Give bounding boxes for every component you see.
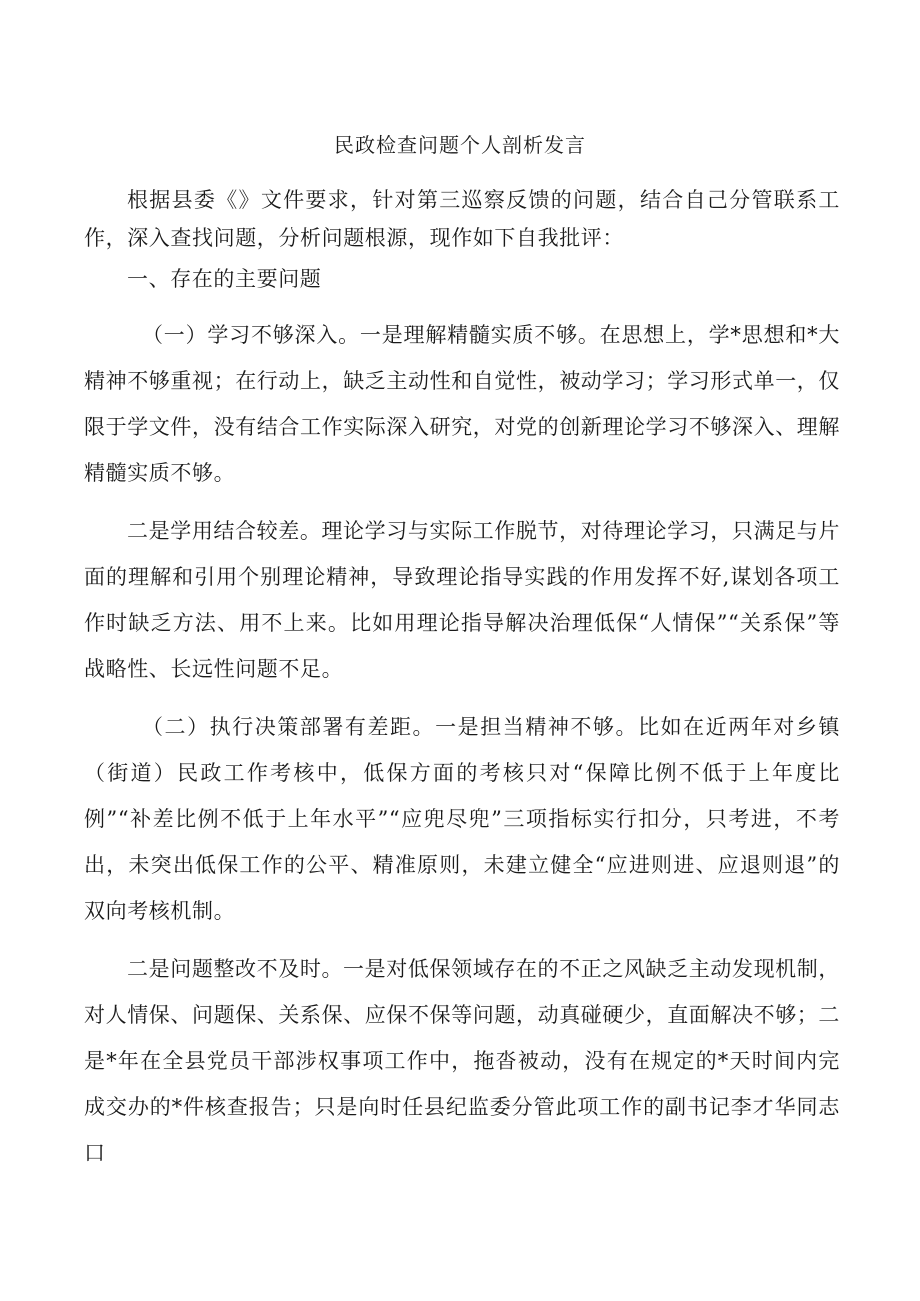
section-heading-1: 一、存在的主要问题 (127, 267, 322, 291)
body-paragraph: 二是学用结合较差。理论学习与实际工作脱节，对待理论学习，只满足与片面的理解和引用个别理论精神，导致理论指导实践的作用发挥不好,谋划各项工作时缺乏方法、用不上来。比如用理论指导解决治理低保“人情保”“关系保”等战略性、长远性问题不足。 (84, 519, 840, 681)
document-title: 民政检查问题个人剖析发言 (334, 133, 586, 157)
body-paragraph: 二是问题整改不及时。一是对低保领域存在的不正之风缺乏主动发现机制，对人情保、问题保、关系保、应保不保等问题，动真碰硬少，直面解决不够；二是*年在全县党员干部涉权事项工作中，拖沓被动，没有在规定的*天时间内完成交办的*件核查报告；只是向时任县纪监委分管此项工作的副书记李才华同志口 (84, 957, 840, 1165)
body-paragraph: （一）学习不够深入。一是理解精髓实质不够。在思想上，学*思想和*大精神不够重视；在行动上，缺乏主动性和自觉性，被动学习；学习形式单一，仅限于学文件，没有结合工作实际深入研究，对党的创新理论学习不够深入、理解精髓实质不够。 (84, 323, 840, 485)
body-paragraph: （二）执行决策部署有差距。一是担当精神不够。比如在近两年对乡镇（街道）民政工作考核中，低保方面的考核只对“保障比例不低于上年度比例”“补差比例不低于上年水平”“应兜尽兜”三项指标实行扣分，只考进，不考出，未突出低保工作的公平、精准原则，未建立健全“应进则进、应退则退”的双向考核机制。 (84, 715, 840, 923)
intro-paragraph: 根据县委《》文件要求，针对第三巡察反馈的问题，结合自己分管联系工作，深入查找问题，分析问题根源，现作如下自我批评： (84, 188, 840, 250)
